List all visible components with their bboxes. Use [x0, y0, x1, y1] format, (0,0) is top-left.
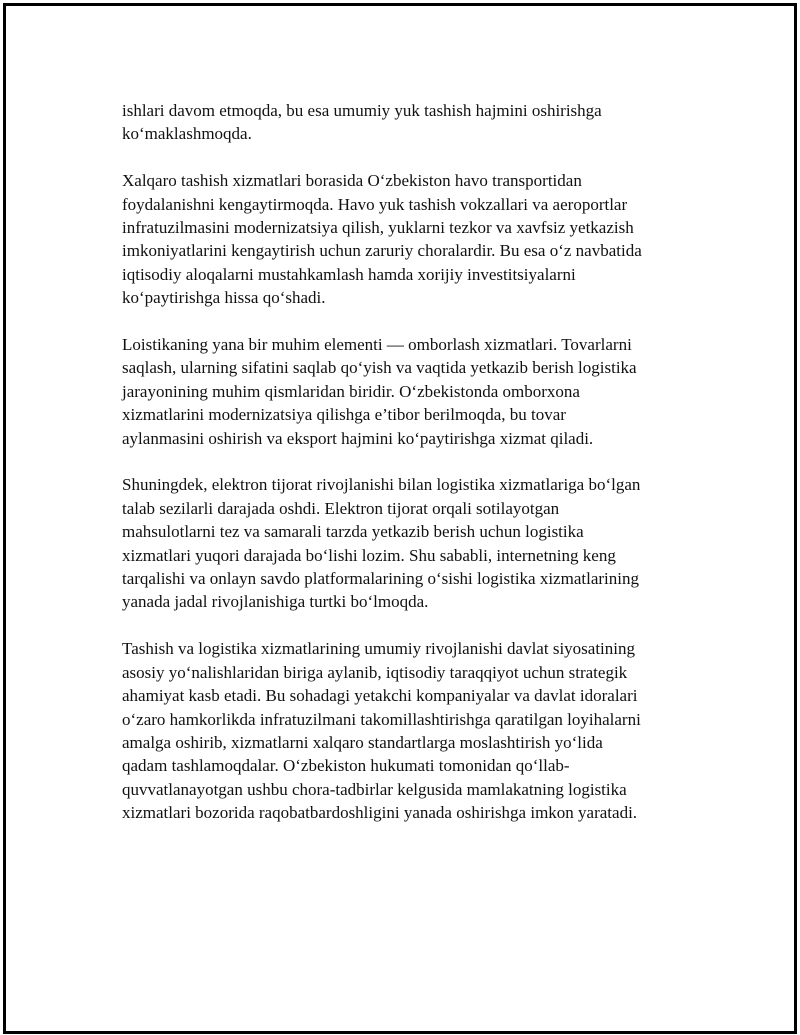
- page-frame: [3, 3, 797, 1034]
- paragraph-line: o‘zaro hamkorlikda infratuzilmani takomillashtirishga qaratilgan loyihalarni: [122, 709, 641, 729]
- paragraph-3: [122, 333, 696, 450]
- paragraph-line: foydalanishni kengaytirmoqda. Havo yuk tashish vokzallari va aeroportlar: [122, 194, 628, 214]
- paragraph-line: yanada jadal rivojlanishiga turtki bo‘lmoqda.: [122, 592, 429, 612]
- paragraph-4: [122, 473, 696, 613]
- paragraph-line: infratuzilmasini modernizatsiya qilish, yuklarni tezkor va xavfsiz yetkazish: [122, 218, 634, 238]
- paragraph-line: saqlash, ularning sifatini saqlab qo‘yish va vaqtida yetkazib berish logistika: [122, 358, 637, 378]
- paragraph-line: iqtisodiy aloqalarni mustahkamlash hamda xorijiy investitsiyalarni: [122, 264, 576, 284]
- paragraph-line: tarqalishi va onlayn savdo platformalarining o‘sishi logistika xizmatlarining: [122, 569, 639, 589]
- paragraph-line: Xalqaro tashish xizmatlari borasida O‘zbekiston havo transportidan: [122, 171, 582, 191]
- paragraph-line: aylanmasini oshirish va eksport hajmini ko‘paytirishga xizmat qiladi.: [122, 428, 594, 448]
- paragraph-line: Tashish va logistika xizmatlarining umumiy rivojlanishi davlat siyosatining: [122, 639, 635, 659]
- paragraph-line: ko‘maklashmoqda.: [122, 124, 252, 144]
- document-body: [122, 99, 696, 848]
- paragraph-2: [122, 169, 696, 309]
- paragraph-line: xizmatlari bozorida raqobatbardoshligini yanada oshirishga imkon yaratadi.: [122, 803, 638, 823]
- paragraph-line: ko‘paytirishga hissa qo‘shadi.: [122, 288, 326, 308]
- paragraph-line: ishlari davom etmoqda, bu esa umumiy yuk tashish hajmini oshirishga: [122, 101, 602, 120]
- paragraph-1: [122, 99, 696, 146]
- paragraph-line: mahsulotlarni tez va samarali tarzda yetkazib berish uchun logistika: [122, 522, 584, 542]
- paragraph-line: xizmatlari yuqori darajada bo‘lishi lozim. Shu sababli, internetning keng: [122, 545, 616, 565]
- paragraph-5: [122, 637, 696, 824]
- paragraph-line: qadam tashlamoqdalar. O‘zbekiston hukumati tomonidan qo‘llab-: [122, 756, 570, 776]
- paragraph-line: imkoniyatlarini kengaytirish uchun zaruriy choralardir. Bu esa o‘z navbatida: [122, 241, 642, 261]
- paragraph-line: xizmatlarini modernizatsiya qilishga e’tibor berilmoqda, bu tovar: [122, 405, 566, 425]
- paragraph-line: talab sezilarli darajada oshdi. Elektron tijorat orqali sotilayotgan: [122, 498, 560, 518]
- paragraph-line: Shuningdek, elektron tijorat rivojlanishi bilan logistika xizmatlariga bo‘lgan: [122, 475, 641, 495]
- paragraph-line: amalga oshirib, xizmatlarni xalqaro standartlarga moslashtirish yo‘lida: [122, 732, 603, 752]
- paragraph-line: Loistikaning yana bir muhim elementi — omborlash xizmatlari. Tovarlarni: [122, 335, 632, 355]
- paragraph-line: quvvatlanayotgan ushbu chora-tadbirlar kelgusida mamlakatning logistika: [122, 779, 627, 799]
- paragraph-line: ahamiyat kasb etadi. Bu sohadagi yetakchi kompaniyalar va davlat idoralari: [122, 686, 638, 706]
- paragraph-line: asosiy yo‘nalishlaridan biriga aylanib, iqtisodiy taraqqiyot uchun strategik: [122, 662, 628, 682]
- paragraph-line: jarayonining muhim qismlaridan biridir. O‘zbekistonda omborxona: [122, 381, 580, 401]
